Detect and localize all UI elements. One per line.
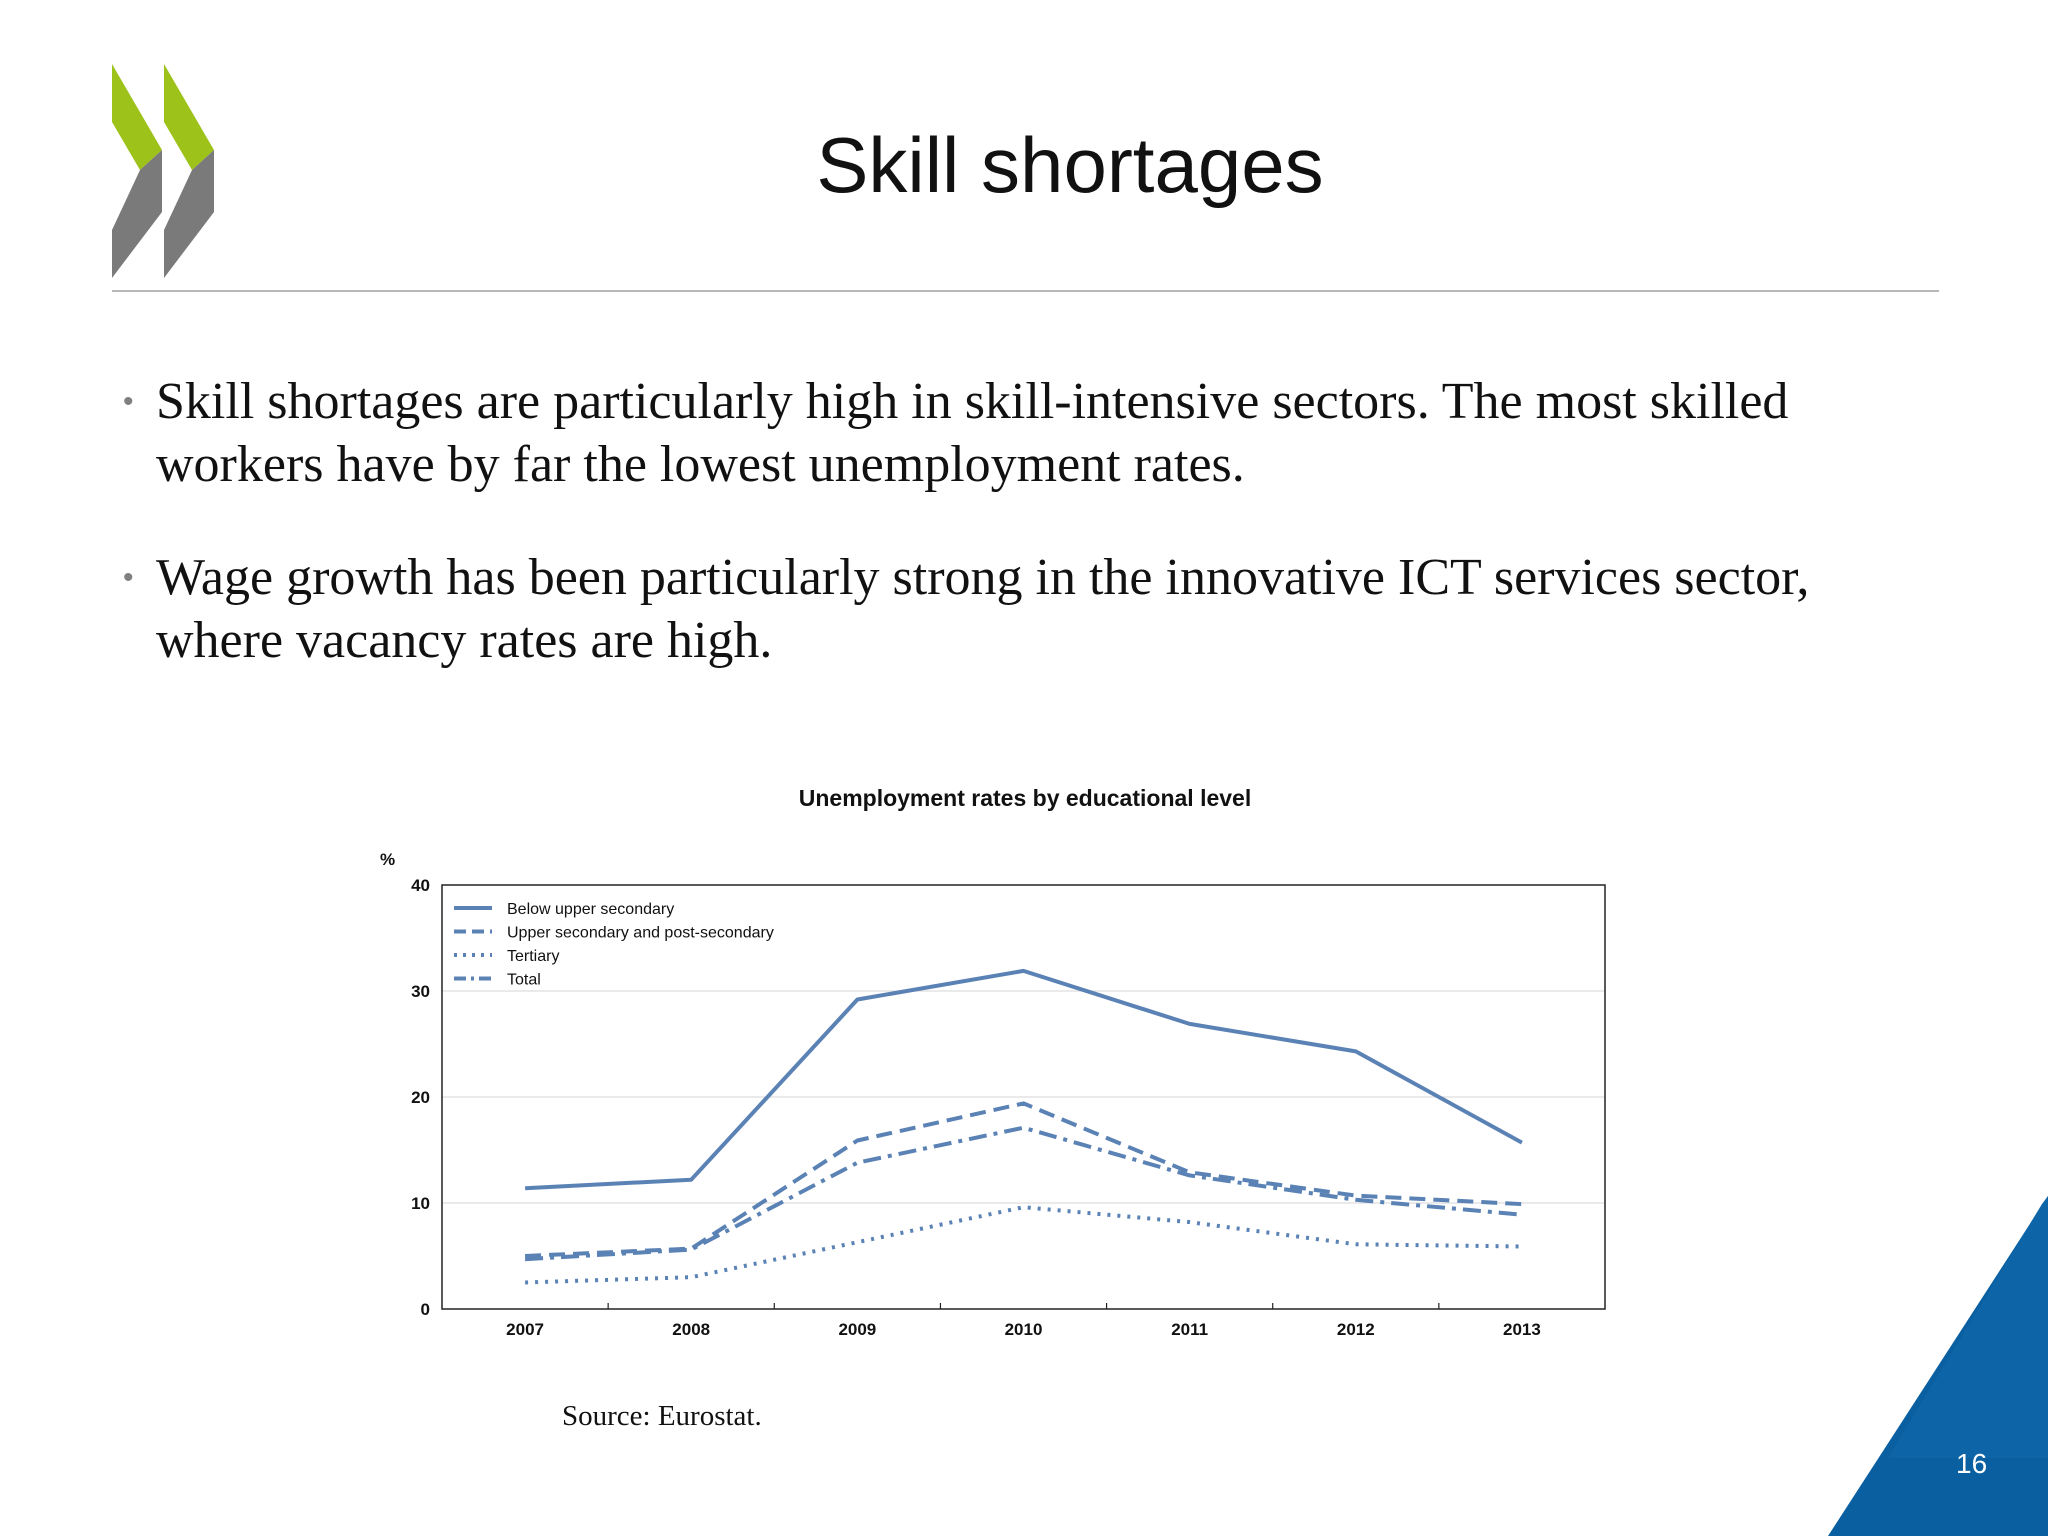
title-divider <box>112 290 1939 292</box>
oecd-logo-icon <box>110 62 220 282</box>
y-tick-label: 10 <box>411 1194 430 1213</box>
bullet-marker: • <box>123 561 134 594</box>
series-line-1 <box>525 971 1522 1188</box>
x-tick-label: 2011 <box>1171 1320 1209 1339</box>
x-tick-label: 2009 <box>838 1320 877 1339</box>
x-tick-label: 2007 <box>506 1320 544 1339</box>
bullet-text-2: Wage growth has been particularly strong in the innovative ICT services sector, where vacancy rates are high. <box>156 549 1810 669</box>
series-line-4 <box>525 1128 1522 1260</box>
bullet-text-1: Skill shortages are particularly high in skill-intensive sectors. The most skilled workers have by far the lowest unemployment rates. <box>156 373 1789 493</box>
unemployment-line-chart <box>370 840 1630 1360</box>
x-tick-label: 2008 <box>672 1320 711 1339</box>
logo-chevron-gray-right <box>164 150 214 278</box>
series-line-3 <box>525 1207 1522 1282</box>
corner-accent-shape <box>1828 1196 2048 1536</box>
bullet-point-1 <box>120 370 1940 496</box>
page-number: 16 <box>1956 1448 1988 1479</box>
x-tick-label: 2010 <box>1004 1320 1043 1339</box>
y-tick-label: 40 <box>411 876 430 895</box>
legend-label: Tertiary <box>507 948 560 965</box>
chart-title: Unemployment rates by educational level <box>798 785 1252 811</box>
logo-chevron-gray-left <box>112 150 162 278</box>
x-tick-label: 2012 <box>1336 1320 1375 1339</box>
y-tick-label: 30 <box>411 982 430 1001</box>
y-tick-label: 0 <box>420 1300 430 1319</box>
slide-title: Skill shortages <box>816 121 1324 209</box>
bullet-point-2 <box>120 546 1940 672</box>
bullet-marker: • <box>123 385 134 418</box>
legend-label: Upper secondary and post-secondary <box>507 924 774 942</box>
y-tick-label: 20 <box>411 1088 430 1107</box>
chart-source-note: Source: Eurostat. <box>562 1400 762 1432</box>
y-axis-label: % <box>380 850 396 869</box>
legend-label: Below upper secondary <box>507 901 675 918</box>
x-tick-label: 2013 <box>1503 1320 1541 1339</box>
legend-label: Total <box>507 971 541 989</box>
logo-chevron-green-right <box>164 64 214 170</box>
